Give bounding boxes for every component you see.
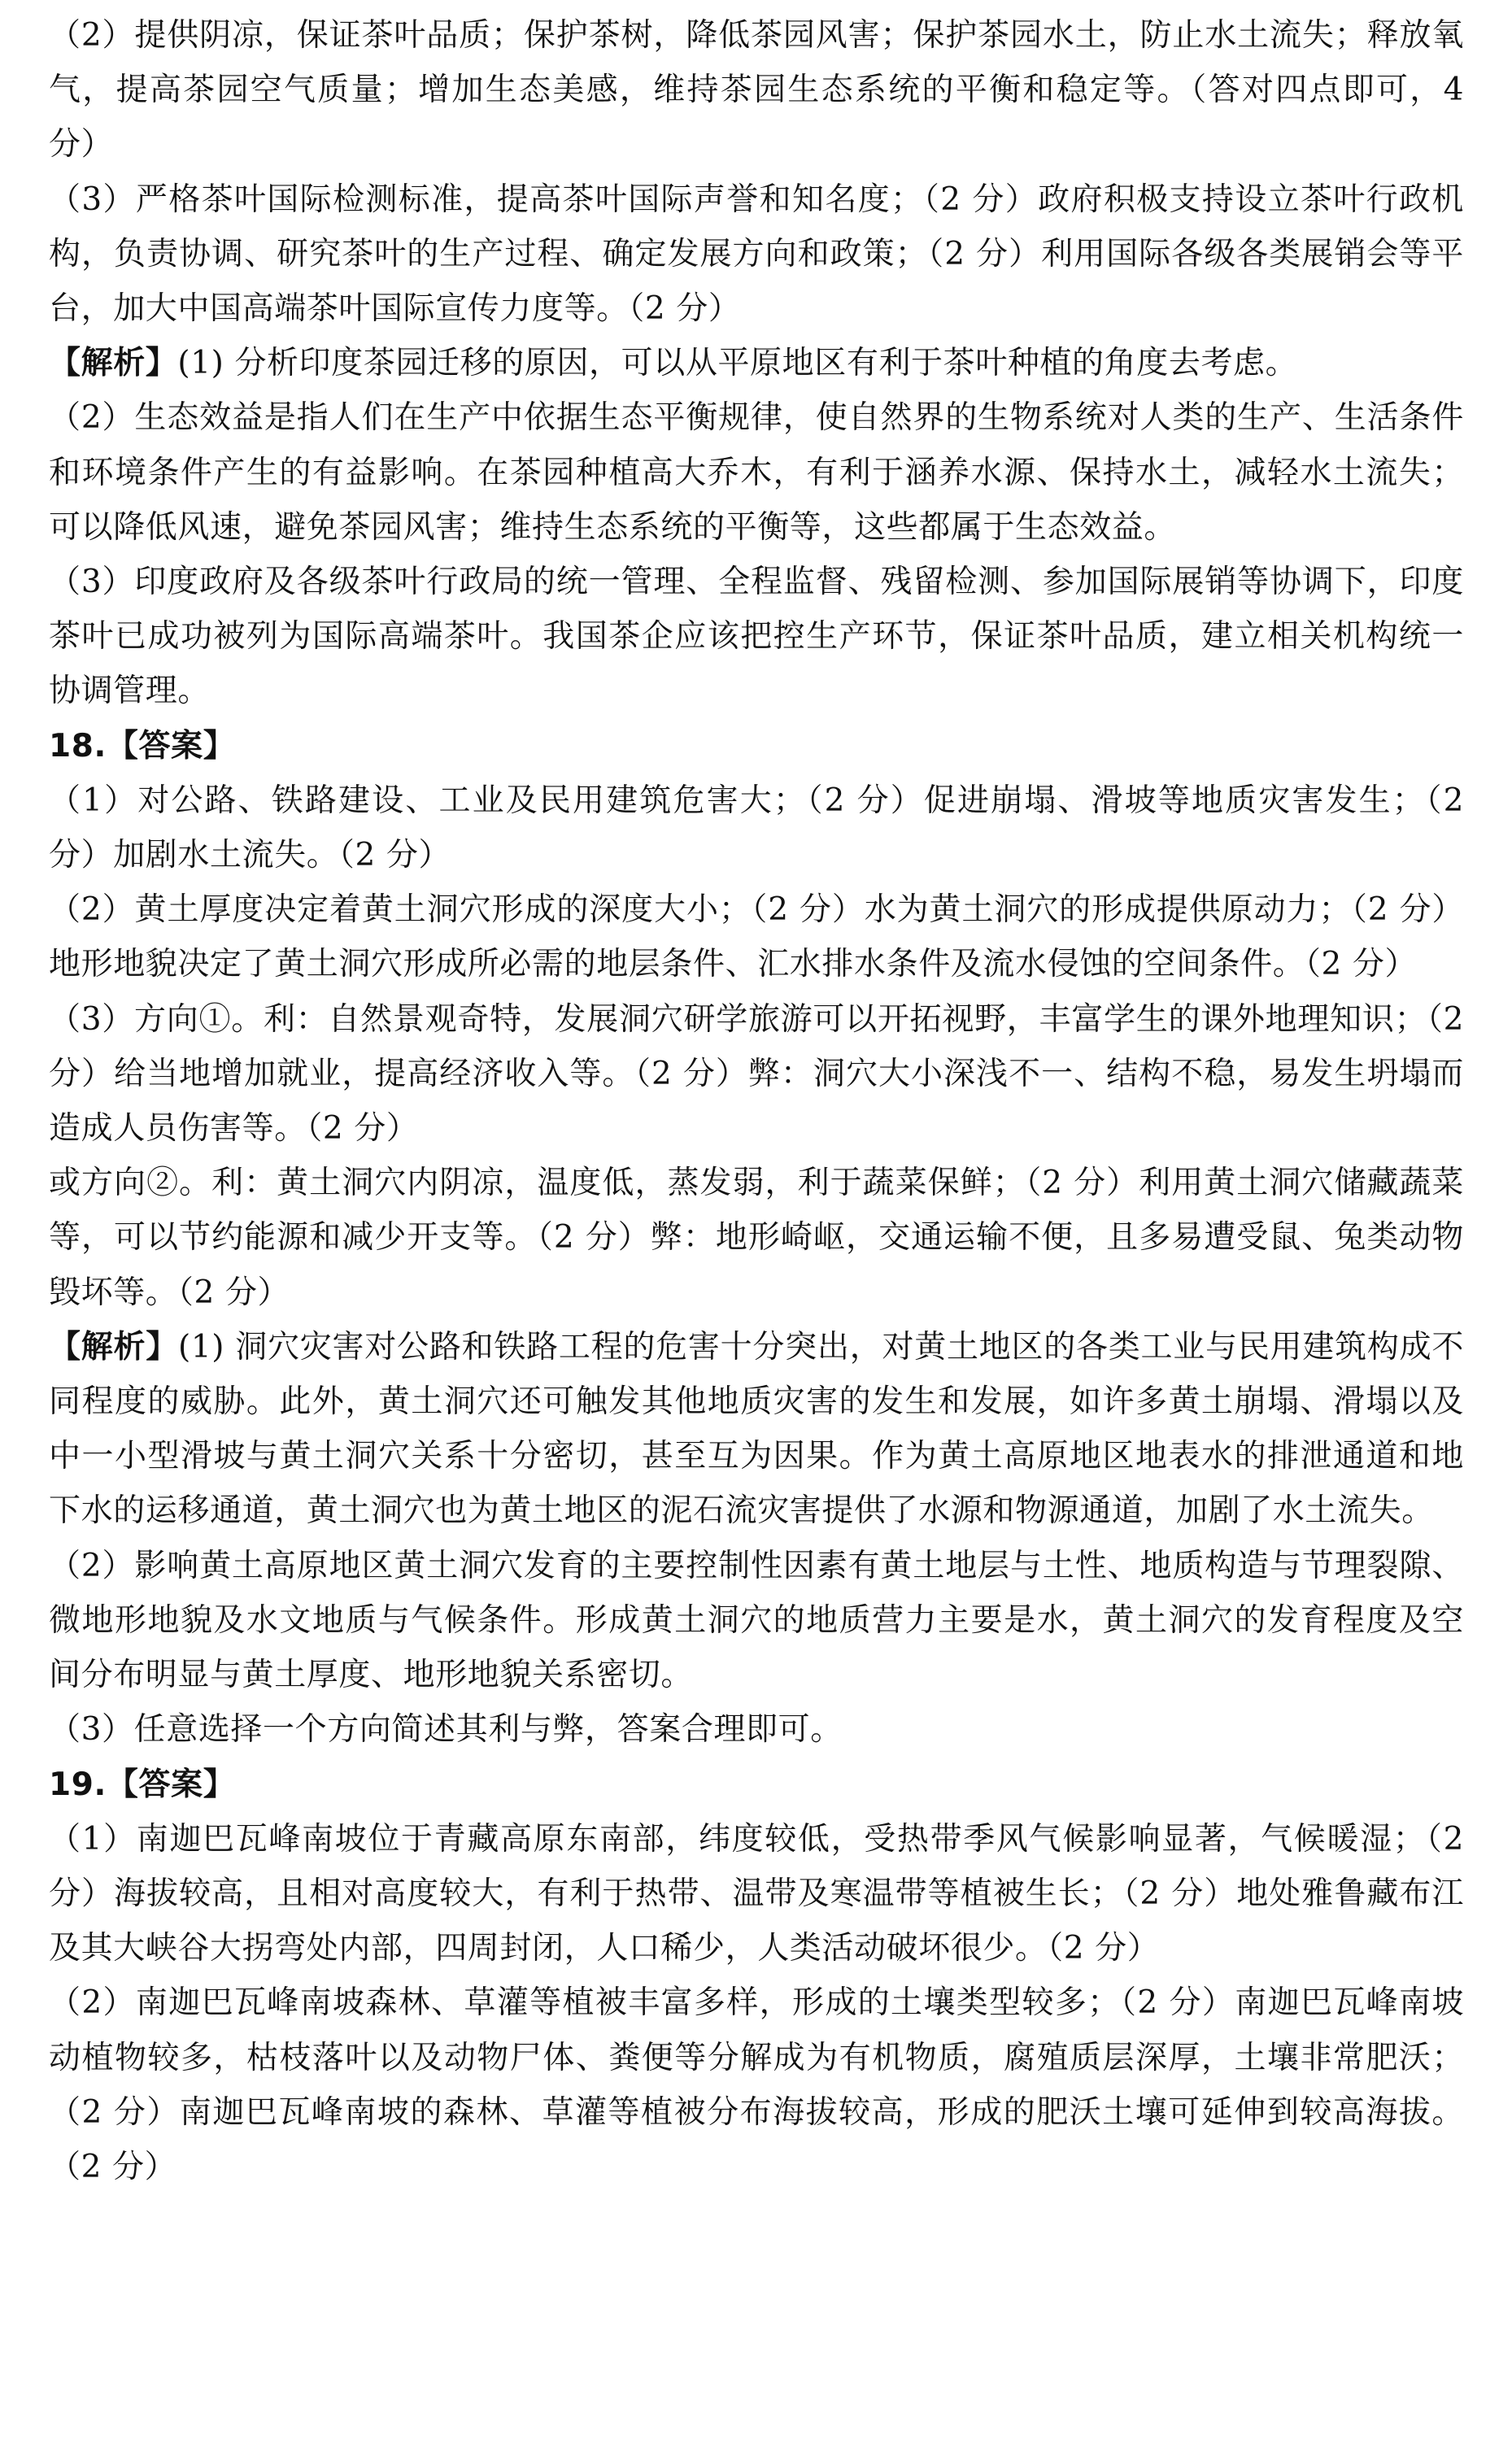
answer-document [49, 8, 1464, 2194]
analysis-tag: 【解析】 [49, 1328, 179, 1366]
q17-analysis-part-2: （2）生态效益是指人们在生产中依据生态平衡规律，使自然界的生物系统对人类的生产、生活条件和环境条件产生的有益影响。在茶园种植高大乔木，有利于涵养水源、保持水土，减轻水土流失；可以降低风速，避免茶园风害；维持生态系统的平衡等，这些都属于生态效益。 [49, 399, 1464, 546]
q18-analysis-part-1 [49, 1320, 1464, 1539]
q18-analysis-part-3: （3）任意选择一个方向简述其利与弊，答案合理即可。 [49, 1711, 843, 1749]
analysis-tag: 【解析】 [49, 345, 178, 382]
q19-answer-part-2: （2）南迦巴瓦峰南坡森林、草灌等植被丰富多样，形成的土壤类型较多；（2 分）南迦巴瓦峰南坡动植物较多，枯枝落叶以及动物尸体、粪便等分解成为有机物质，腐殖质层深厚，土壤非常肥沃；（2 分）南迦巴瓦峰南坡的森林、草灌等植被分布海拔较高，形成的肥沃土壤可延伸到较高海拔。（2 分） [49, 1984, 1464, 2185]
q17-analysis-part-3: （3）印度政府及各级茶叶行政局的统一管理、全程监督、残留检测、参加国际展销等协调下，印度茶叶已成功被列为国际高端茶叶。我国茶企应该把控生产环节，保证茶叶品质，建立相关机构统一协调管理。 [49, 564, 1464, 710]
q18-analysis-part-2: （2）影响黄土高原地区黄土洞穴发育的主要控制性因素有黄土地层与土性、地质构造与节理裂隙、微地形地貌及水文地质与气候条件。形成黄土洞穴的地质营力主要是水，黄土洞穴的发育程度及空间分布明显与黄土厚度、地形地貌关系密切。 [49, 1547, 1464, 1694]
q19-answer-part-1: （1）南迦巴瓦峰南坡位于青藏高原东南部，纬度较低，受热带季风气候影响显著，气候暖湿；（2 分）海拔较高，且相对高度较大，有利于热带、温带及寒温带等植被生长；（2 分）地处雅鲁藏布江及其大峡谷大拐弯处内部，四周封闭，人口稀少，人类活动破坏很少。（2 分） [49, 1820, 1464, 1967]
q18-answer-part-4: 或方向②。利：黄土洞穴内阴凉，温度低，蒸发弱，利于蔬菜保鲜；（2 分）利用黄土洞穴储藏蔬菜等，可以节约能源和减少开支等。（2 分）弊：地形崎岖，交通运输不便，且多易遭受鼠、兔类动物毁坏等。（2 分） [49, 1165, 1464, 1311]
q17-analysis-part-1-text: (1) 分析印度茶园迁移的原因，可以从平原地区有利于茶叶种植的角度去考虑。 [177, 345, 1298, 382]
q19-heading-text: 19.【答案】 [49, 1766, 236, 1803]
q18-answer-part-3: （3）方向①。利：自然景观奇特，发展洞穴研学旅游可以开拓视野，丰富学生的课外地理知识；（2 分）给当地增加就业，提高经济收入等。（2 分）弊：洞穴大小深浅不一、结构不稳，易发生坍塌而造成人员伤害等。（2 分） [49, 1000, 1464, 1148]
q18-analysis-part-1-text: (1) 洞穴灾害对公路和铁路工程的危害十分突出，对黄土地区的各类工业与民用建筑构成不同程度的威胁。此外，黄土洞穴还可触发其他地质灾害的发生和发展，如许多黄土崩塌、滑塌以及中一小型滑坡与黄土洞穴关系十分密切，甚至互为因果。作为黄土高原地区地表水的排泄通道和地下水的运移通道，黄土洞穴也为黄土地区的泥石流灾害提供了水源和物源通道，加剧了水土流失。 [49, 1328, 1464, 1530]
q19-heading [49, 1758, 1464, 1812]
q18-answer-part-1: （1）对公路、铁路建设、工业及民用建筑危害大；（2 分）促进崩塌、滑坡等地质灾害发生；（2 分）加剧水土流失。（2 分） [49, 782, 1464, 874]
q18-heading-text: 18.【答案】 [49, 727, 236, 764]
q17-answer-part-3: （3）严格茶叶国际检测标准，提高茶叶国际声誉和知名度；（2 分）政府积极支持设立茶叶行政机构，负责协调、研究茶叶的生产过程、确定发展方向和政策；（2 分）利用国际各级各类展销会等平台，加大中国高端茶叶国际宣传力度等。（2 分） [49, 181, 1464, 328]
q17-answer-part-2: （2）提供阴凉，保证茶叶品质；保护茶树，降低茶园风害；保护茶园水土，防止水土流失；释放氧气，提高茶园空气质量；增加生态美感，维持茶园生态系统的平衡和稳定等。（答对四点即可，4 分） [49, 17, 1464, 163]
q17-analysis-part-1 [49, 336, 1464, 390]
q18-answer-part-2: （2）黄土厚度决定着黄土洞穴形成的深度大小；（2 分）水为黄土洞穴的形成提供原动力；（2 分）地形地貌决定了黄土洞穴形成所必需的地层条件、汇水排水条件及流水侵蚀的空间条件。（2 分） [49, 891, 1464, 983]
q18-heading [49, 719, 1464, 773]
